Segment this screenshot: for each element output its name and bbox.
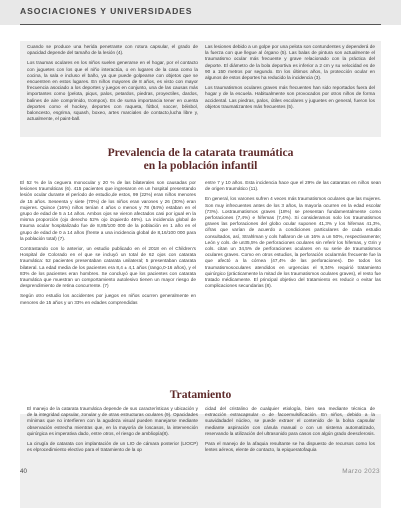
prevalence-paragraph: En general, los varones sufren 4 veces más traumatismos oculares que las mujeres. Son muy infrecuentes antes de los 3 años, la mayoría ocurren en la edad escolar (73%). Lostraumatismos graves (18%) se presentan fundamentalmente como perforaciones (7,4%) e hifemas (7,4%). Si consideramos solo los traumatismos graves las perforaciones del globo ocular suponen 41,3% y los hifemas 41,3%, cifras que varían de acuerdo a condiciones particulares de cada estudio consultados, así, Strahlman y cols hallaron de un 16% a un 50%, respectivamente; León y cols. de un35,5% de perforaciones oculares sin referir los hifemas, y Grin y cols. citan un 34,5% de perforaciones oculares en su serie de traumatismos oculares graves. Como en otros estudios, la perforación ocularmás frecuente fue la que afectó a la córnea (47,4% de las perforaciones). De todos los traumatismosoculares atendidos en urgencias el 9,34% requirió tratamiento quirúrgico (prácticamente la mitad de los traumatismos oculares graves), el resto fue tratado médicamente. El principal objetivo del tratamiento es reducir o evitar las complicaciones secundarias (8). (205, 196, 381, 289)
treatment-paragraph: Para el manejo de la afaquia resultante se ha dispuesto de recursos como los lentes aéreos, elente de contacto, la epiqueratofaquia (205, 441, 375, 453)
treatment-paragraph: cidad del cristalino de cualquier etiología, bien sea mediante técnica de extracción extracapsular o de facoemulsificación. En niños, debido a la suavidadadel núcleo, se puede extraer el contenido de la bolsa capsular mediante aspiración con cánula manual o con un sistema automatizado, reservando la utilización del ultrasonido para casos con algún grado deesclerosis. (205, 406, 375, 436)
treatment-heading: Tratamiento (169, 388, 232, 401)
issue-date: Marzo 2023 (342, 468, 380, 475)
prevalence-paragraph: El 52 % de la ceguera monocular y 20 % de las bilaterales son causadas por lesiones traumáticas (6). 415 pacientes que ingresaron en un hospital presentando lesión ocular durante el período de estudio,de estos, 99 (22%) eran niños menores de 15 años. Seseenta y siete (70%) de los niños eran varones y 26 (30%) eran mujeres. Quince (16%) niños tenían 4 años o menos y 78 (84%) estaban en el grupo de edad de 5 a 14 años. Ambos ojos se vieron afectados casi por igual en la misma proporción (ojo derecho 52% ojo izquierdo 46%). La incidencia global de trauma ocular hospitalizado fue de 8,85/100 000 de la población en 1 año en el grupo de edad de 0 a 14 años (frente a una incidencia global de 8,16/100 000 para la población total) (7). (20, 180, 196, 241)
treatment-paragraph: El manejo de la catarata traumática depende de sus características y ubicación y de la integridad capsular, zonular y de otras estructuras oculares (9). Opacidades mínimas que no interfieren con la agudeza visual pueden manejarse mediante observación estrecha mientras que, en la mayoría de loscasos, la intervención quirúrgica es imperativa dado, entre otros, el riesgo de ambliopía(8). (27, 406, 198, 436)
prevalence-column-right (205, 180, 381, 406)
treatment-column-right (205, 406, 375, 462)
prevalence-heading-line-1: Prevalencia de la catarata traumática (107, 146, 294, 159)
page-number: 40 (20, 468, 27, 475)
section-header-title: ASOCIACIONES Y UNIVERSIDADES (20, 6, 193, 16)
intro-paragraph: Cuando se produce una herida penetrante con rotura capsular, el grado de opacidad depende del tamaño de la lesión (4). (27, 44, 198, 56)
prevalence-paragraph: Según otro estudio los accidentes por juegos en niños ocurren generalmente en menores de 15 años y un 33% en edades comprendidas (20, 293, 196, 305)
treatment-column-left (27, 406, 198, 462)
prevalence-column-left (20, 180, 196, 406)
treatment-paragraph: La cirugía de catarata con implantación de un LIO de cámara posterior (LIOCP) es elprocedimiento electivo para el tratamiento de la op (27, 441, 198, 453)
intro-paragraph: Las lesiones debido a un golpe por una pelota son contundentes y dependerá de la fuerza con que llegue al órgano (5). Las balas de pintura son actualmente el traumatismo ocular más frecuente y grave relacionado con la práctica del deporte. El diámetro de la bola deportiva es inferior a 2 cm y su velocidad es de 90 a 150 metros por segundo. En los últimos años, la protección ocular en algunos de estos deportes ha reducido la incidencia (3). (205, 44, 375, 81)
intro-column-right (205, 44, 375, 136)
intro-column-left (27, 44, 198, 136)
section-header (0, 0, 401, 25)
prevalence-heading-line-2: en la población infantil (143, 159, 258, 172)
prevalence-heading (20, 146, 381, 172)
intro-paragraph: Los traumatismos oculares graves más frecuentes han sido reportados fuera del hogar y de la escuela. Habitualmente son provocados por otros niños de forma accidental. Las piedras, palos, útiles escolares y juguetes en general, fueron los objetos traumatizantes más frecuentes (5). (205, 85, 375, 109)
prevalence-paragraph: entre 7 y 10 años. Esta incidencia hace que el 29% de las cataratas en niños sean de origen traumático (11). (205, 180, 381, 192)
header-divider (20, 24, 381, 25)
intro-paragraph: Los traumas oculares en los niños suelen generarse en el hogar, por el contacto con juguetes con los que el niño interactúa, o en lugares de la casa como la cocina, la sala e incluso el baño, ya que puede golpearse con objetos que se encuentren en estos lugares. En niños mayores de 8 años, es visto con mayor frecuencia asociado a los deportes y juegos en conjunto, una de las causas más importantes como (pelota, piqus, palos, petardos, piedras, proyectiles, dardos, balines de aire comprimido, trompos). Es de suma importancia tener en cuenta deportes como el hockey, deportes con raqueta, fútbol, soccer, béisbol, baloncesto, esgrima, squash, boxeo, artes marciales de contacto,lucha libre y, actualmente, el paint-ball. (27, 60, 198, 122)
prevalence-paragraph: Contrastando con lo anterior, un estudio publicado en el 2018 en el Children's Hospital de Colorado en el que se incluyó un total de 62 ojos con catarata traumática: 52 pacientes presentaban catarata unilateral; 5 presentaban catarata bilateral. La edad media de los pacientes era 8,4 ± 4,1 años (rango,0-16 años), y el 83% de los pacientes eran hombres. Se concluyó que los pacientes con catarata traumática que muestran un comportamiento autolesivo tienen un mayor riesgo de desprendimiento de retina concurrente. (7) (20, 246, 196, 289)
